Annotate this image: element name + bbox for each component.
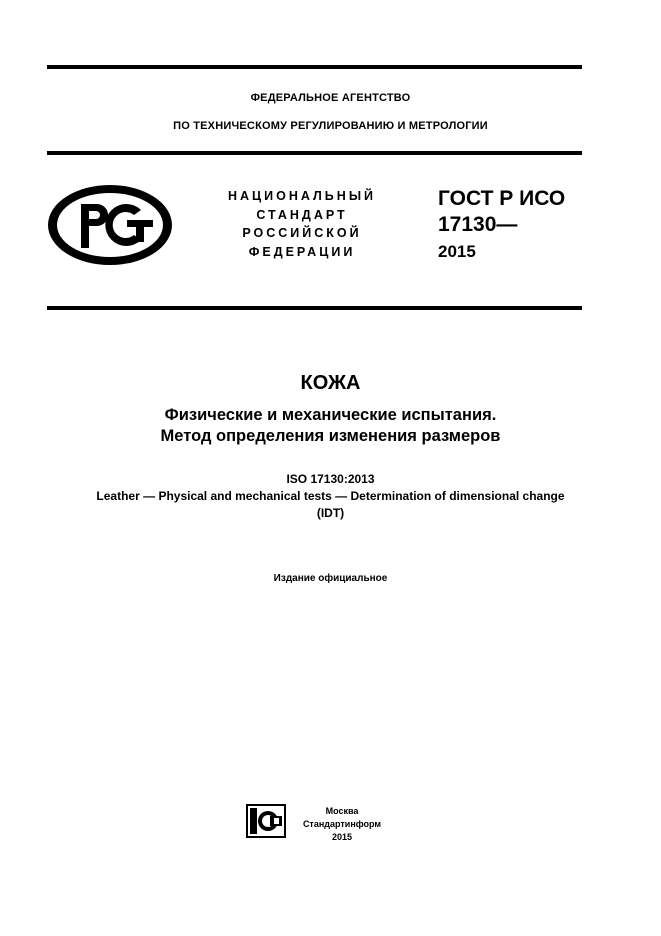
publisher-name: Стандартинформ	[302, 819, 382, 829]
rst-logo-icon	[45, 182, 175, 268]
document-title: КОЖА	[300, 372, 361, 394]
national-line-1: НАЦИОНАЛЬНЫЙ	[227, 189, 377, 203]
national-line-3: РОССИЙСКОЙ	[242, 226, 362, 240]
standard-designation	[438, 186, 565, 265]
iso-reference: ISO 17130:2013	[286, 472, 375, 486]
english-title: Leather — Physical and mechanical tests — Determination of dimensional change	[96, 489, 565, 503]
agency-line-2: ПО ТЕХНИЧЕСКОМУ РЕГУЛИРОВАНИЮ И МЕТРОЛОГИИ	[173, 120, 488, 132]
subtitle-line-2: Метод определения изменения размеров	[160, 427, 501, 445]
publisher-city: Москва	[325, 806, 359, 816]
top-rule	[47, 65, 582, 69]
national-line-2: СТАНДАРТ	[256, 207, 348, 222]
standard-rule	[47, 306, 582, 310]
publisher-block	[298, 805, 386, 844]
agency-line-1: ФЕДЕРАЛЬНОЕ АГЕНТСТВО	[250, 92, 411, 104]
designation-line-1: ГОСТ Р ИСО	[438, 187, 566, 210]
header-rule	[47, 151, 582, 155]
edition-note: Издание официальное	[273, 573, 388, 584]
identity-marker: (IDT)	[316, 506, 345, 520]
publisher-year: 2015	[331, 832, 353, 842]
standartinform-logo-icon	[246, 804, 286, 838]
designation-year: 2015	[438, 242, 476, 261]
national-line-4: ФЕДЕРАЦИИ	[248, 244, 356, 259]
subtitle-line-1: Физические и механические испытания.	[164, 406, 497, 424]
designation-line-2: 17130—	[438, 213, 518, 236]
